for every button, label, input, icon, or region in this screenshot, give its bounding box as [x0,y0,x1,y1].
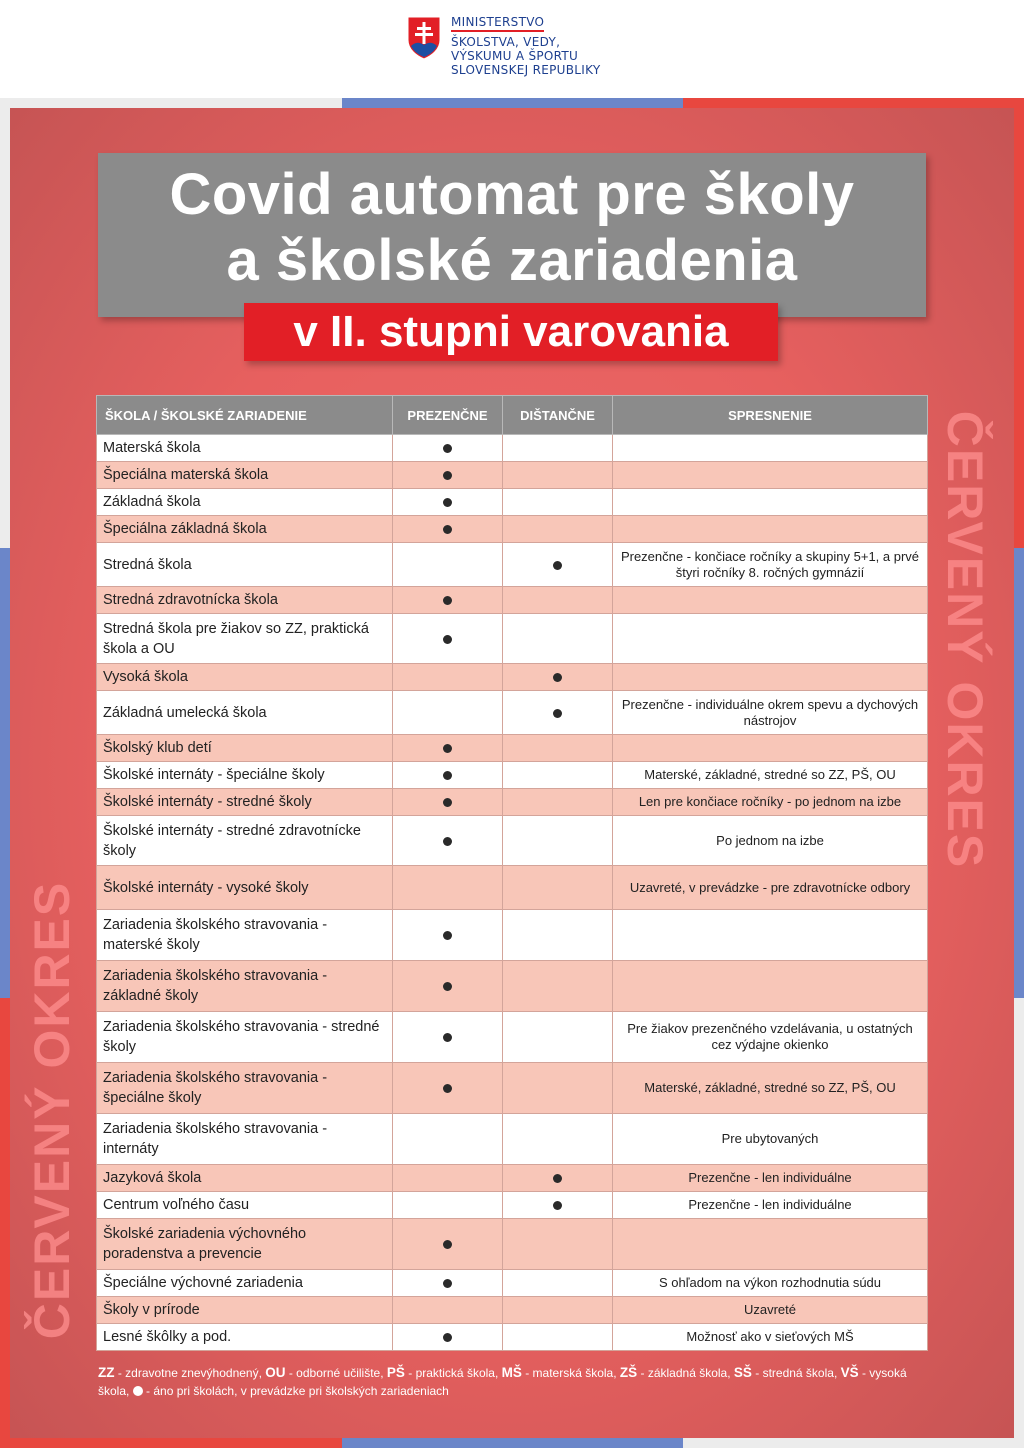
bullet-dot-icon [443,744,452,753]
prezencne-cell [393,789,503,816]
distancne-cell [503,435,613,462]
school-type-cell: Lesné škôlky a pod. [97,1324,393,1351]
school-type-cell: Špeciálna materská škola [97,462,393,489]
note-cell [613,1219,928,1270]
legend-text: - praktická škola, [404,1366,502,1380]
distancne-cell [503,1012,613,1063]
prezencne-cell [393,516,503,543]
table-row [97,762,928,789]
table-row [97,691,928,735]
distancne-cell [503,1192,613,1219]
note-cell: Prezenčne - len individuálne [613,1192,928,1219]
legend [98,1364,938,1400]
top-stripe-blue [342,98,683,108]
bottom-stripe-blue [342,1438,683,1448]
table-row [97,1324,928,1351]
legend-text: - vysoká škola, [98,1366,907,1398]
legend-text: - zdravotne znevýhodnený, [114,1366,266,1380]
table-row [97,462,928,489]
prezencne-cell [393,1114,503,1165]
legend-abbr: OU [265,1365,286,1380]
table-row [97,1012,928,1063]
note-cell: Po jednom na izbe [613,816,928,866]
school-type-cell: Školské zariadenia výchovného poradenstva a prevencie [97,1219,393,1270]
distancne-cell [503,587,613,614]
title-line-2: a školské zariadenia [226,228,798,293]
school-type-cell: Zariadenia školského stravovania - stredné školy [97,1012,393,1063]
bullet-dot-icon [553,561,562,570]
table-row [97,664,928,691]
note-cell: Materské, základné, stredné so ZZ, PŠ, OU [613,1063,928,1114]
note-cell: Prezenčne - individuálne okrem spevu a dychových nástrojov [613,691,928,735]
bullet-dot-icon [443,525,452,534]
distancne-cell [503,1270,613,1297]
legend-abbr: SŠ [733,1365,752,1380]
distancne-cell [503,1219,613,1270]
side-label-left: ČERVENÝ OKRES [24,880,80,1340]
note-cell: Možnosť ako v sieťových MŠ [613,1324,928,1351]
subtitle-badge: v II. stupni varovania [244,303,778,361]
top-stripe-red [683,98,1024,108]
bullet-dot-icon [443,471,452,480]
ministry-line-3: VÝSKUMU A ŠPORTU [451,49,579,63]
header-distancne: DIŠTANČNE [503,396,613,435]
table-row [97,614,928,664]
bullet-dot-icon [443,931,452,940]
school-type-cell: Centrum voľného času [97,1192,393,1219]
table-row [97,1165,928,1192]
note-cell: Pre žiakov prezenčného vzdelávania, u ostatných cez výdajne okienko [613,1012,928,1063]
bullet-dot-icon [443,1033,452,1042]
bullet-dot-icon [443,635,452,644]
distancne-cell [503,762,613,789]
state-emblem-icon [407,16,441,60]
note-cell [613,735,928,762]
distancne-cell [503,866,613,910]
bullet-dot-icon [443,982,452,991]
bullet-dot-icon [443,1333,452,1342]
bullet-dot-icon [553,1174,562,1183]
table-row [97,435,928,462]
legend-dot-icon [133,1386,143,1396]
bullet-dot-icon [553,673,562,682]
school-type-cell: Základná škola [97,489,393,516]
prezencne-cell [393,762,503,789]
legend-abbr: MŠ [501,1365,522,1380]
table-row [97,1063,928,1114]
note-cell [613,910,928,961]
distancne-cell [503,614,613,664]
table-row [97,735,928,762]
table-row [97,866,928,910]
legend-abbr: ZZ [98,1365,115,1380]
school-type-cell: Špeciálna základná škola [97,516,393,543]
prezencne-cell [393,1324,503,1351]
bullet-dot-icon [443,1240,452,1249]
distancne-cell [503,735,613,762]
note-cell: Uzavreté [613,1297,928,1324]
table-row [97,1114,928,1165]
school-type-cell: Školské internáty - špeciálne školy [97,762,393,789]
ministry-line-4: SLOVENSKEJ REPUBLIKY [451,63,601,77]
table-body [97,435,928,1351]
bullet-dot-icon [443,1084,452,1093]
table-row [97,961,928,1012]
school-type-cell: Vysoká škola [97,664,393,691]
prezencne-cell [393,816,503,866]
table-row [97,543,928,587]
note-cell: Prezenčne - končiace ročníky a skupiny 5+1, a prvé štyri ročníky 8. ročných gymnázií [613,543,928,587]
prezencne-cell [393,1297,503,1324]
bullet-dot-icon [443,596,452,605]
school-type-cell: Školský klub detí [97,735,393,762]
distancne-cell [503,516,613,543]
table-row [97,1192,928,1219]
header-spresnenie: SPRESNENIE [613,396,928,435]
table-row [97,587,928,614]
prezencne-cell [393,543,503,587]
prezencne-cell [393,587,503,614]
note-cell [613,614,928,664]
prezencne-cell [393,1165,503,1192]
distancne-cell [503,961,613,1012]
bottom-stripe-white [683,1438,1024,1448]
legend-abbr: ZŠ [619,1365,638,1380]
school-type-cell: Školské internáty - vysoké školy [97,866,393,910]
note-cell: S ohľadom na výkon rozhodnutia súdu [613,1270,928,1297]
table-row [97,489,928,516]
bullet-dot-icon [553,709,562,718]
prezencne-cell [393,735,503,762]
distancne-cell [503,1063,613,1114]
bullet-dot-icon [443,798,452,807]
prezencne-cell [393,1219,503,1270]
school-type-cell: Zariadenia školského stravovania - základné školy [97,961,393,1012]
table-header-row [97,396,928,435]
note-cell [613,516,928,543]
bullet-dot-icon [443,837,452,846]
prezencne-cell [393,489,503,516]
ministry-name [451,15,600,77]
note-cell [613,664,928,691]
distancne-cell [503,543,613,587]
table-row [97,816,928,866]
legend-abbr: PŠ [386,1365,405,1380]
table-row [97,516,928,543]
legend-text: - materská škola, [521,1366,620,1380]
prezencne-cell [393,664,503,691]
table-row [97,1297,928,1324]
bottom-stripe-red [0,1438,342,1448]
prezencne-cell [393,614,503,664]
note-cell [613,961,928,1012]
legend-abbr: VŠ [840,1365,859,1380]
distancne-cell [503,816,613,866]
school-type-cell: Stredná škola pre žiakov so ZZ, praktická škola a OU [97,614,393,664]
school-type-cell: Školské internáty - stredné školy [97,789,393,816]
legend-text: - odborné učilište, [285,1366,387,1380]
distancne-cell [503,789,613,816]
rules-table [96,395,928,1351]
note-cell [613,587,928,614]
prezencne-cell [393,1192,503,1219]
distancne-cell [503,910,613,961]
note-cell [613,462,928,489]
note-cell: Len pre končiace ročníky - po jednom na izbe [613,789,928,816]
prezencne-cell [393,462,503,489]
school-type-cell: Jazyková škola [97,1165,393,1192]
school-type-cell: Špeciálne výchovné zariadenia [97,1270,393,1297]
distancne-cell [503,489,613,516]
table-row [97,910,928,961]
prezencne-cell [393,910,503,961]
prezencne-cell [393,866,503,910]
bullet-dot-icon [443,1279,452,1288]
distancne-cell [503,1324,613,1351]
prezencne-cell [393,691,503,735]
note-cell [613,489,928,516]
header [0,0,1024,98]
header-prezencne: PREZENČNE [393,396,503,435]
ministry-line-1: MINISTERSTVO [451,15,544,32]
school-type-cell: Stredná zdravotnícka škola [97,587,393,614]
school-type-cell: Zariadenia školského stravovania - materské školy [97,910,393,961]
note-cell: Materské, základné, stredné so ZZ, PŠ, OU [613,762,928,789]
table-row [97,1219,928,1270]
school-type-cell: Školské internáty - stredné zdravotnícke školy [97,816,393,866]
distancne-cell [503,1165,613,1192]
bullet-dot-icon [553,1201,562,1210]
prezencne-cell [393,961,503,1012]
distancne-cell [503,664,613,691]
note-cell: Uzavreté, v prevádzke - pre zdravotnícke odbory [613,866,928,910]
top-stripe-white [0,98,342,108]
table-row [97,789,928,816]
distancne-cell [503,691,613,735]
school-type-cell: Zariadenia školského stravovania - špeciálne školy [97,1063,393,1114]
bullet-dot-icon [443,771,452,780]
school-type-cell: Školy v prírode [97,1297,393,1324]
prezencne-cell [393,1012,503,1063]
legend-text: - základná škola, [637,1366,734,1380]
prezencne-cell [393,1063,503,1114]
note-cell [613,435,928,462]
bullet-dot-icon [443,498,452,507]
note-cell: Prezenčne - len individuálne [613,1165,928,1192]
distancne-cell [503,1114,613,1165]
school-type-cell: Materská škola [97,435,393,462]
school-type-cell: Zariadenia školského stravovania - internáty [97,1114,393,1165]
school-type-cell: Stredná škola [97,543,393,587]
note-cell: Pre ubytovaných [613,1114,928,1165]
legend-text: - stredná škola, [751,1366,841,1380]
distancne-cell [503,1297,613,1324]
header-school: ŠKOLA / ŠKOLSKÉ ZARIADENIE [97,396,393,435]
school-type-cell: Základná umelecká škola [97,691,393,735]
prezencne-cell [393,1270,503,1297]
side-label-right: ČERVENÝ OKRES [937,410,993,870]
bullet-dot-icon [443,444,452,453]
distancne-cell [503,462,613,489]
ministry-line-2: ŠKOLSTVA, VEDY, [451,35,561,49]
legend-dot-text: - áno pri školách, v prevádzke pri školských zariadeniach [142,1384,449,1398]
table-row [97,1270,928,1297]
title-box [98,153,926,317]
title-line-1: Covid automat pre školy [169,162,855,227]
prezencne-cell [393,435,503,462]
